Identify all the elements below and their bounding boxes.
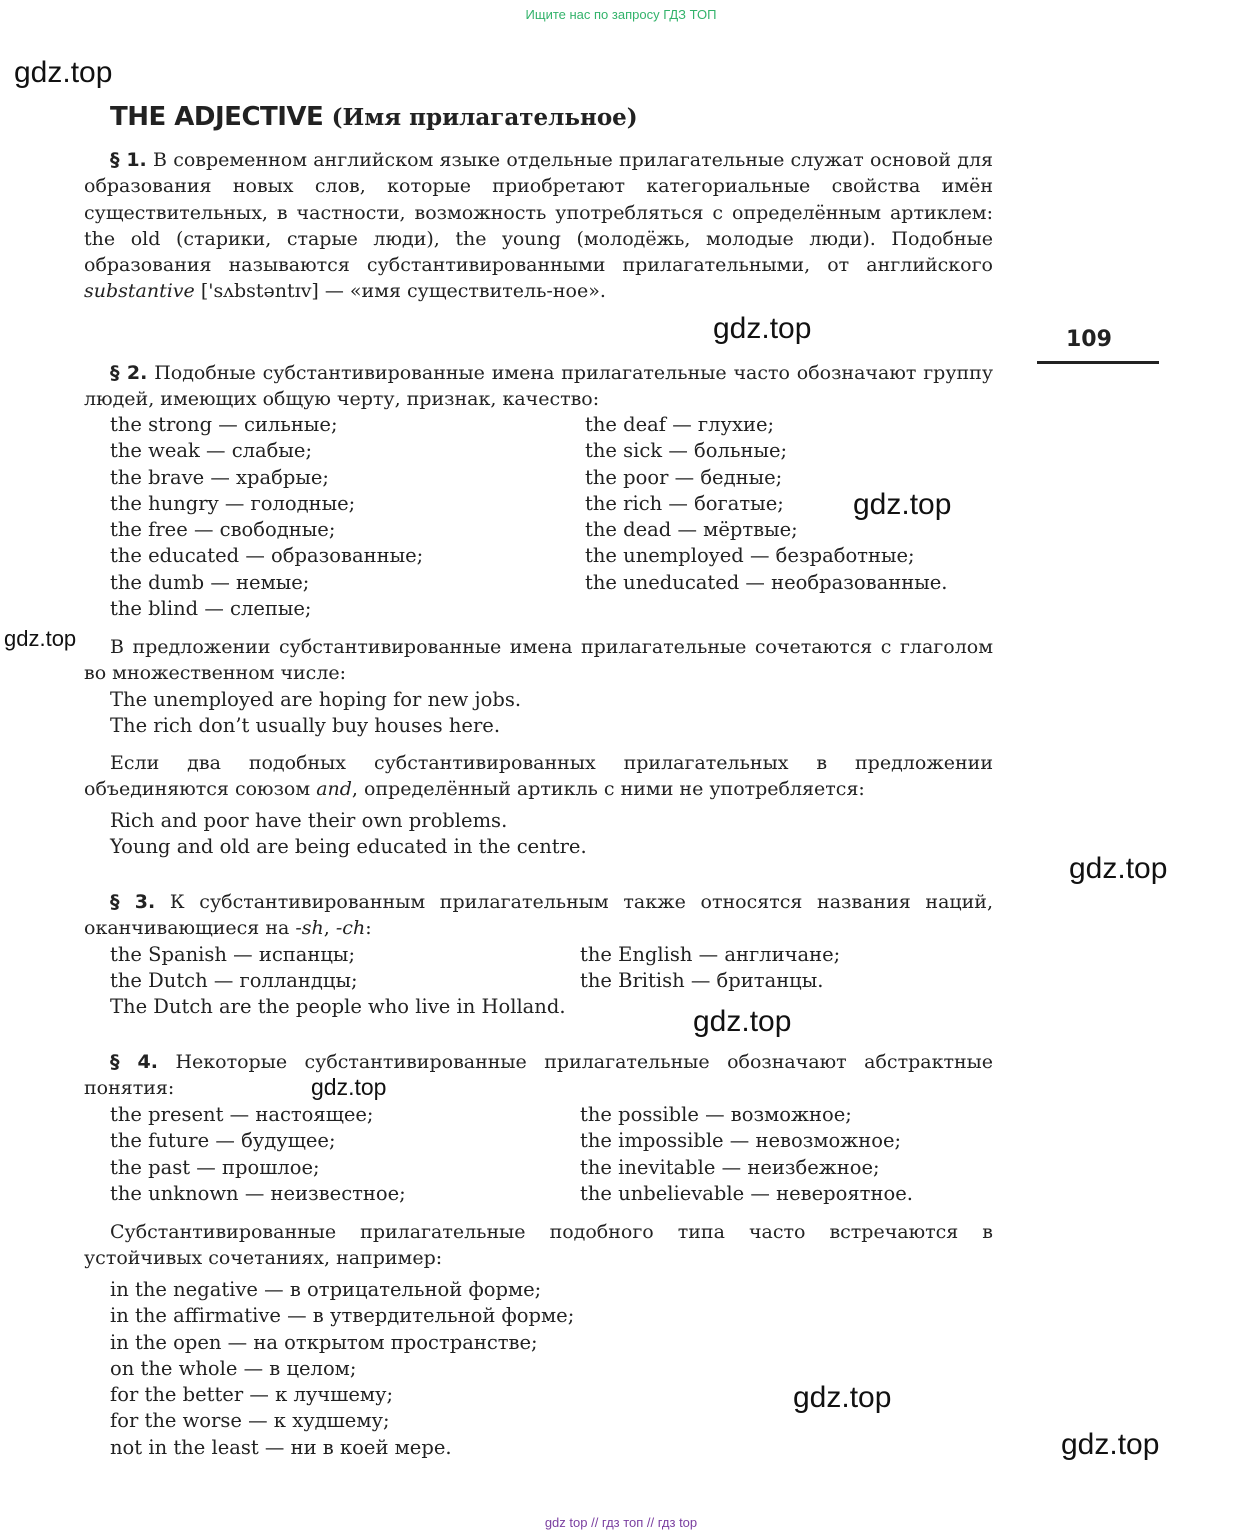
example-sentence: Rich and poor have their own problems. [110, 809, 508, 832]
section-4-idioms-note: Субстантивированные прилагательные подобного типа часто встречаются в устойчивых сочетаниях, например: [84, 1221, 993, 1270]
watermark: gdz.top [1069, 852, 1168, 885]
example-sentence: The Dutch are the people who live in Holland. [110, 995, 566, 1018]
list-item: the dead — мёртвые; [585, 518, 798, 542]
list-item: the British — британцы. [580, 969, 824, 993]
section-1-paragraph: § 1. В современном английском языке отдельные прилагательные служат основой для образования новых слов, которые приобретают категориальные свойства имён существительных, в частности, возможность употребляться с определённым артиклем: the old (старики, старые люди), the young (молодёжь, молодые люди). Подобные образования называются субстантивированными прилагательными, от английского substantive ['sʌbstəntɪv] — «имя существитель-ное». [84, 149, 993, 303]
list-item: the Dutch — голландцы; [110, 969, 358, 993]
list-item: the unemployed — безработные; [585, 544, 915, 568]
section-4-list-right [580, 1102, 913, 1207]
watermark: gdz.top [14, 56, 113, 89]
watermark: gdz.top [693, 1005, 792, 1038]
phrase-item: not in the least — ни в коей мере. [110, 1435, 452, 1459]
section-2-list-left [110, 412, 423, 622]
watermark: gdz.top [1061, 1428, 1160, 1461]
section-2-paragraph: § 2. Подобные субстантивированные имена прилагательные часто обозначают группу людей, имеющих общую черту, признак, качество: [84, 362, 994, 411]
list-item: the free — свободные; [110, 518, 336, 542]
list-item: the dumb — немые; [110, 570, 310, 594]
section-3-example [110, 994, 566, 1020]
section-2-list-right [585, 412, 948, 596]
phrase-item: in the negative — в отрицательной форме; [110, 1278, 542, 1301]
list-item: the strong — сильные; [110, 413, 338, 436]
page-title [110, 102, 638, 132]
phrase-item: in the open — на открытом пространстве; [110, 1330, 538, 1354]
watermark: gdz.top [713, 312, 812, 345]
section-4-paragraph: § 4. Некоторые субстантивированные прилагательные обозначают абстрактные понятия: [84, 1051, 993, 1100]
list-item: the poor — бедные; [585, 465, 783, 489]
list-item: the rich — богатые; [585, 491, 784, 515]
section-2-article-note: Если два подобных субстантивированных прилагательных в предложении объединяются союзом and, определённый артикль с ними не употребляется: [84, 752, 993, 801]
phrase-item: for the worse — к худшему; [110, 1409, 390, 1433]
phrase-item: for the better — к лучшему; [110, 1383, 394, 1407]
section-3-paragraph: § 3. К субстантивированным прилагательным также относятся названия наций, оканчивающиеся на -sh, -ch: [84, 891, 993, 940]
list-item: the hungry — голодные; [110, 491, 356, 515]
example-sentence: The rich don’t usually buy houses here. [110, 714, 501, 738]
section-2-examples-2 [110, 808, 587, 861]
watermark: gdz.top [311, 1074, 387, 1100]
list-item: the present — настоящее; [110, 1103, 374, 1126]
list-item: the uneducated — необразованные. [585, 570, 948, 594]
section-4-phrases [110, 1277, 574, 1461]
section-3-list-left [110, 942, 358, 995]
list-item: the sick — больные; [585, 439, 788, 463]
watermark: gdz.top [4, 626, 77, 651]
list-item: the inevitable — неизбежное; [580, 1155, 880, 1179]
list-item: the possible — возможное; [580, 1103, 852, 1126]
title-russian: (Имя прилагательное) [331, 104, 638, 131]
phrase-item: in the affirmative — в утвердительной форме; [110, 1304, 575, 1328]
section-3-label: § 3. [110, 891, 156, 913]
list-item: the past — прошлое; [110, 1155, 320, 1179]
list-item: the unknown — неизвестное; [110, 1181, 406, 1205]
search-banner: Ищите нас по запросу ГДЗ ТОП [525, 7, 717, 22]
section-2-examples-1 [110, 687, 521, 740]
section-2-plural-note: В предложении субстантивированные имена прилагательные сочетаются с глаголом во множественном числе: [84, 636, 993, 685]
list-item: the blind — слепые; [110, 597, 312, 621]
page-number-rule [1037, 361, 1159, 364]
footer-links[interactable]: gdz top // гдз топ // гдз top [544, 1515, 698, 1530]
list-item: the weak — слабые; [110, 439, 313, 463]
list-item: the deaf — глухие; [585, 413, 775, 436]
list-item: the Spanish — испанцы; [110, 943, 356, 966]
page-number: 109 [1066, 327, 1112, 352]
list-item: the unbelievable — невероятное. [580, 1181, 913, 1205]
section-4-list-left [110, 1102, 406, 1207]
list-item: the impossible — невозможное; [580, 1129, 902, 1153]
title-english: THE ADJECTIVE [110, 102, 324, 132]
list-item: the future — будущее; [110, 1129, 336, 1153]
watermark: gdz.top [793, 1381, 892, 1414]
list-item: the brave — храбрые; [110, 465, 329, 489]
example-sentence: Young and old are being educated in the centre. [110, 835, 587, 859]
phrase-item: on the whole — в целом; [110, 1356, 357, 1380]
list-item: the English — англичане; [580, 943, 841, 966]
section-1-label: § 1. [110, 149, 147, 171]
list-item: the educated — образованные; [110, 544, 424, 568]
example-sentence: The unemployed are hoping for new jobs. [110, 688, 522, 711]
section-3-list-right [580, 942, 840, 995]
section-2-label: § 2. [110, 362, 148, 384]
section-4-label: § 4. [110, 1051, 158, 1073]
watermark: gdz.top [853, 488, 952, 521]
